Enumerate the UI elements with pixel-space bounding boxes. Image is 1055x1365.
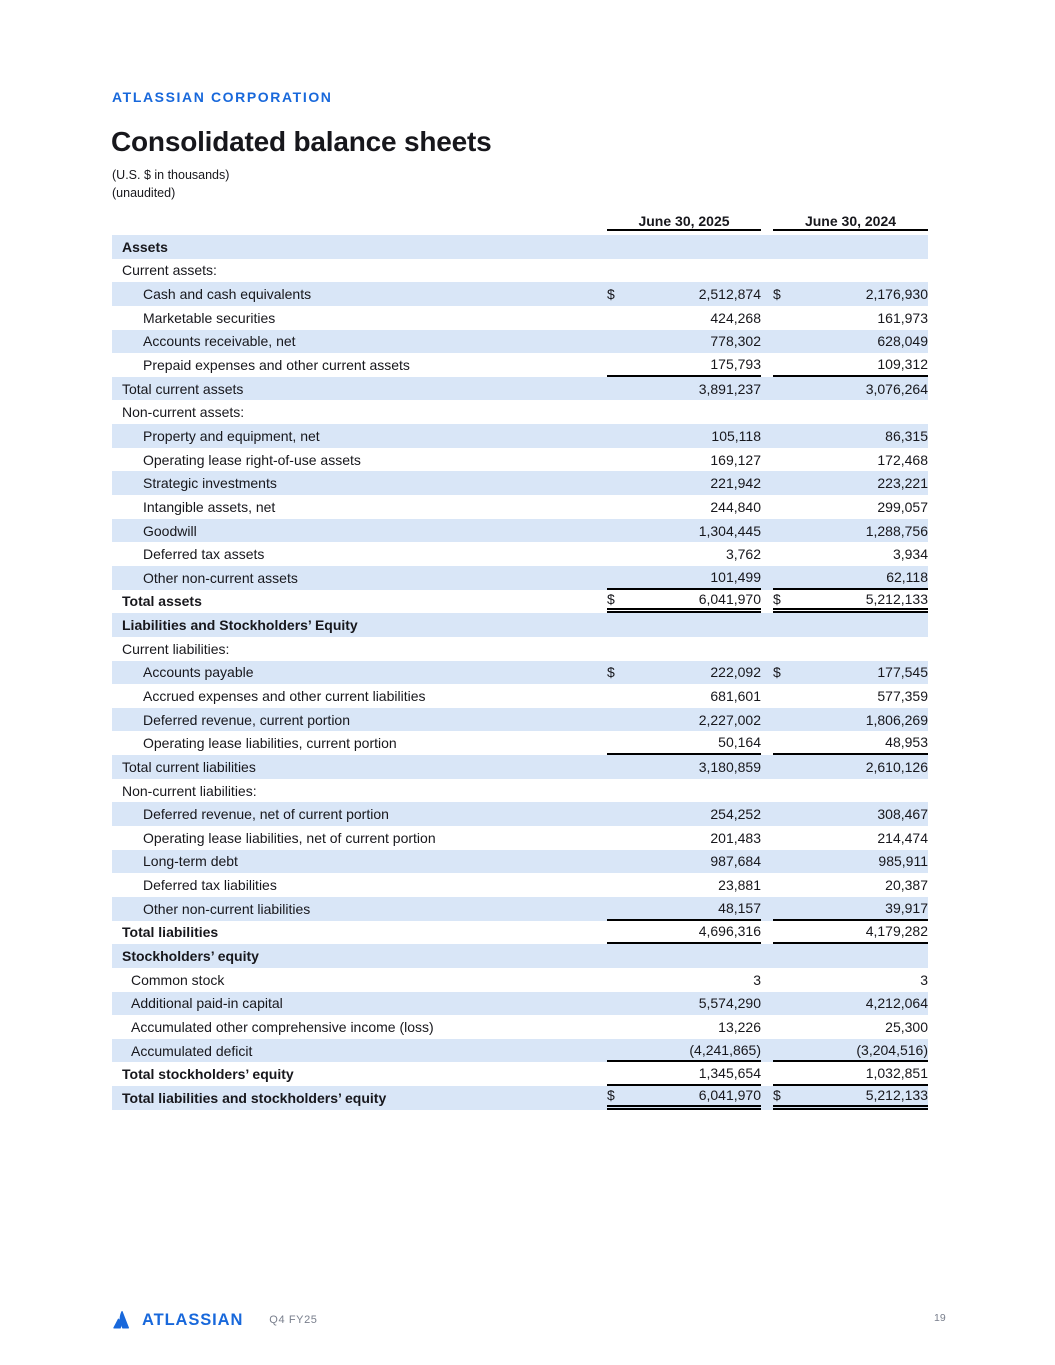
row-label: Cash and cash equivalents [112,282,607,306]
page-footer [112,1306,318,1334]
currency-symbol-2025 [607,566,633,590]
table-row [112,448,928,472]
value-2025 [633,944,761,968]
column-gap [761,944,773,968]
row-label: Stockholders’ equity [112,944,607,968]
value-2024: 161,973 [877,309,928,326]
value-2024 [799,637,928,661]
column-gap [761,495,773,519]
value-2024 [799,779,928,803]
value-2025: 13,226 [718,1018,761,1035]
currency-symbol-2025 [607,542,633,566]
table-row [112,519,928,543]
table-row [112,779,928,803]
header-label-spacer [112,205,607,231]
value-2025: 987,684 [633,850,761,874]
currency-symbol-2025 [607,779,633,803]
currency-symbol-2024 [773,968,799,992]
value-2025: 23,881 [718,877,761,894]
column-gap [761,590,773,614]
currency-symbol-2024 [773,850,799,874]
row-label: Current assets: [122,262,217,279]
currency-symbol-2025 [607,424,633,448]
table-row [112,471,928,495]
table-row [112,495,928,519]
row-label: Accumulated other comprehensive income (loss) [131,1018,434,1035]
value-2024: 3 [920,971,928,988]
balance-sheet-body [112,235,928,1110]
row-label: Prepaid expenses and other current assets [143,357,410,374]
value-2025: 254,252 [633,802,761,826]
value-2024: 4,212,064 [799,992,928,1016]
value-2025: 778,302 [633,330,761,354]
row-label: Deferred revenue, current portion [112,708,607,732]
units-note: (U.S. $ in thousands) [112,168,230,182]
table-row [112,330,928,354]
currency-symbol-2024 [773,613,799,637]
currency-symbol-2025 [607,944,633,968]
column-gap [761,330,773,354]
currency-symbol-2025 [607,708,633,732]
currency-symbol-2025 [607,259,633,283]
row-label: Total stockholders’ equity [122,1066,294,1083]
column-gap [761,992,773,1016]
row-label: Long-term debt [112,850,607,874]
value-2025: 4,696,316 [633,921,761,945]
currency-symbol-2024: $ [773,1086,799,1110]
row-label: Goodwill [112,519,607,543]
column-header-2025: June 30, 2025 [607,205,761,231]
table-row [112,400,928,424]
column-gap [761,542,773,566]
column-gap [761,566,773,590]
currency-symbol-2024 [773,353,799,377]
value-2025: 50,164 [633,731,761,755]
currency-symbol-2024 [773,755,799,779]
value-2025 [633,235,761,259]
value-2025: 1,345,654 [633,1062,761,1086]
value-2024 [799,259,928,283]
column-gap [761,613,773,637]
value-2025: 2,512,874 [633,282,761,306]
column-gap [761,755,773,779]
currency-symbol-2024 [773,637,799,661]
value-2024: 1,288,756 [799,519,928,543]
column-gap [761,235,773,259]
table-row [112,1015,928,1039]
column-gap [761,731,773,755]
column-header-2024: June 30, 2024 [773,205,928,231]
column-gap [761,259,773,283]
currency-symbol-2025 [607,684,633,708]
currency-symbol-2025 [607,755,633,779]
unaudited-note: (unaudited) [112,186,176,200]
column-gap [761,826,773,850]
table-row [112,850,928,874]
currency-symbol-2024 [773,471,799,495]
currency-symbol-2025 [607,377,633,401]
value-2025: 5,574,290 [633,992,761,1016]
currency-symbol-2024 [773,708,799,732]
currency-symbol-2024 [773,992,799,1016]
value-2025: 201,483 [710,829,761,846]
value-2024: 39,917 [799,897,928,921]
value-2025: 6,041,970 [633,590,761,614]
table-row [112,968,928,992]
currency-symbol-2025 [607,495,633,519]
column-gap [761,968,773,992]
value-2025: 424,268 [710,309,761,326]
table-row [112,992,928,1016]
column-gap [761,282,773,306]
currency-symbol-2025 [607,850,633,874]
currency-symbol-2025 [607,921,633,945]
row-label: Intangible assets, net [143,498,276,515]
currency-symbol-2025 [607,353,633,377]
value-2024: 5,212,133 [799,1086,928,1110]
table-row [112,259,928,283]
value-2025: 6,041,970 [633,1086,761,1110]
currency-symbol-2025 [607,306,633,330]
column-gap [761,637,773,661]
value-2024: 1,806,269 [799,708,928,732]
currency-symbol-2024 [773,944,799,968]
value-2025: 221,942 [633,471,761,495]
row-label: Strategic investments [112,471,607,495]
column-gap [761,306,773,330]
value-2025: 681,601 [710,687,761,704]
row-label: Operating lease liabilities, net of current portion [143,829,436,846]
column-gap [761,205,773,231]
currency-symbol-2025: $ [607,282,633,306]
column-gap [761,897,773,921]
column-gap [761,779,773,803]
value-2025 [633,637,761,661]
currency-symbol-2024 [773,330,799,354]
value-2025 [633,400,761,424]
value-2025: 48,157 [633,897,761,921]
table-row [112,921,928,945]
table-row [112,542,928,566]
column-gap [761,1039,773,1063]
currency-symbol-2024: $ [773,282,799,306]
value-2025: 3 [753,971,761,988]
currency-symbol-2024 [773,921,799,945]
column-gap [761,1015,773,1039]
column-gap [761,377,773,401]
column-gap [761,424,773,448]
currency-symbol-2025 [607,897,633,921]
currency-symbol-2024 [773,684,799,708]
column-header-row [112,205,928,231]
value-2024: 299,057 [877,498,928,515]
currency-symbol-2025 [607,400,633,424]
currency-symbol-2024 [773,897,799,921]
value-2025 [633,259,761,283]
row-label: Operating lease liabilities, current portion [143,735,397,752]
row-label: Total current assets [112,377,607,401]
value-2024: 25,300 [885,1018,928,1035]
currency-symbol-2025: $ [607,590,633,614]
currency-symbol-2024 [773,235,799,259]
currency-symbol-2025: $ [607,1086,633,1110]
table-row [112,613,928,637]
table-row [112,306,928,330]
column-gap [761,519,773,543]
table-row [112,897,928,921]
value-2024: 4,179,282 [799,921,928,945]
column-gap [761,921,773,945]
table-row [112,755,928,779]
table-row [112,1062,928,1086]
value-2025: 244,840 [710,498,761,515]
currency-symbol-2024 [773,802,799,826]
row-label: Marketable securities [143,309,276,326]
currency-symbol-2024 [773,495,799,519]
page-number: 19 [934,1312,946,1324]
value-2024: 172,468 [877,451,928,468]
table-row [112,661,928,685]
value-2024: 985,911 [799,850,928,874]
value-2025: 2,227,002 [633,708,761,732]
row-label: Total current liabilities [112,755,607,779]
value-2024: 5,212,133 [799,590,928,614]
table-row [112,873,928,897]
value-2024: 308,467 [799,802,928,826]
value-2024: 2,176,930 [799,282,928,306]
currency-symbol-2025 [607,826,633,850]
table-row [112,1039,928,1063]
row-label: Common stock [131,971,225,988]
value-2024: (3,204,516) [799,1039,928,1063]
currency-symbol-2025 [607,1062,633,1086]
currency-symbol-2025 [607,968,633,992]
page-title: Consolidated balance sheets [111,126,492,157]
currency-symbol-2025 [607,448,633,472]
column-gap [761,873,773,897]
column-gap [761,353,773,377]
table-row [112,1086,928,1110]
value-2024: 86,315 [799,424,928,448]
currency-symbol-2024 [773,542,799,566]
currency-symbol-2025 [607,519,633,543]
currency-symbol-2025 [607,1039,633,1063]
column-gap [761,400,773,424]
balance-sheet-table [112,205,928,1110]
value-2024: 3,076,264 [799,377,928,401]
currency-symbol-2024 [773,1039,799,1063]
value-2025: 169,127 [710,451,761,468]
currency-symbol-2024 [773,377,799,401]
value-2025: (4,241,865) [633,1039,761,1063]
value-2025 [633,779,761,803]
row-label: Other non-current liabilities [112,897,607,921]
row-label: Accumulated deficit [112,1039,607,1063]
row-label: Deferred revenue, net of current portion [112,802,607,826]
currency-symbol-2024 [773,400,799,424]
table-row [112,353,928,377]
value-2024: 109,312 [799,353,928,377]
currency-symbol-2024 [773,1015,799,1039]
currency-symbol-2025 [607,873,633,897]
value-2025: 101,499 [633,566,761,590]
value-2024: 20,387 [885,877,928,894]
currency-symbol-2024 [773,424,799,448]
column-gap [761,471,773,495]
currency-symbol-2024 [773,566,799,590]
value-2024: 223,221 [799,471,928,495]
currency-symbol-2024: $ [773,590,799,614]
table-row [112,235,928,259]
column-gap [761,850,773,874]
table-row [112,377,928,401]
currency-symbol-2024 [773,306,799,330]
currency-symbol-2024 [773,448,799,472]
row-label: Operating lease right-of-use assets [143,451,361,468]
value-2024 [799,944,928,968]
row-label: Other non-current assets [112,566,607,590]
currency-symbol-2025: $ [607,661,633,685]
column-gap [761,448,773,472]
value-2025: 105,118 [633,424,761,448]
table-row [112,282,928,306]
value-2025: 175,793 [633,353,761,377]
table-row [112,826,928,850]
currency-symbol-2024 [773,519,799,543]
currency-symbol-2025 [607,613,633,637]
currency-symbol-2024 [773,1062,799,1086]
currency-symbol-2025 [607,992,633,1016]
value-2024 [799,613,928,637]
value-2024: 214,474 [877,829,928,846]
row-label: Accrued expenses and other current liabilities [143,687,426,704]
value-2024: 48,953 [799,731,928,755]
row-label: Liabilities and Stockholders’ Equity [112,613,607,637]
currency-symbol-2024 [773,259,799,283]
value-2024: 3,934 [892,546,928,563]
table-row [112,802,928,826]
row-label: Deferred tax liabilities [143,877,277,894]
table-row [112,566,928,590]
row-label: Assets [112,235,607,259]
currency-symbol-2024 [773,731,799,755]
value-2024 [799,235,928,259]
currency-symbol-2025 [607,235,633,259]
column-gap [761,708,773,732]
column-gap [761,802,773,826]
footer-period: Q4 FY25 [269,1314,318,1326]
row-label: Total liabilities and stockholders’ equity [112,1086,607,1110]
row-label: Accounts receivable, net [112,330,607,354]
row-label: Accounts payable [112,661,607,685]
value-2024: 1,032,851 [799,1062,928,1086]
column-gap [761,684,773,708]
currency-symbol-2025 [607,731,633,755]
table-row [112,590,928,614]
row-label: Non-current liabilities: [122,782,257,799]
value-2024 [799,400,928,424]
company-heading: ATLASSIAN CORPORATION [112,89,333,105]
atlassian-logo-icon [112,1309,134,1331]
currency-symbol-2025 [607,471,633,495]
row-label: Additional paid-in capital [112,992,607,1016]
table-row [112,424,928,448]
value-2024: 62,118 [799,566,928,590]
table-row [112,731,928,755]
value-2025: 3,891,237 [633,377,761,401]
column-gap [761,1062,773,1086]
currency-symbol-2024 [773,873,799,897]
value-2024: 628,049 [799,330,928,354]
currency-symbol-2024 [773,779,799,803]
value-2024: 577,359 [877,687,928,704]
value-2025: 1,304,445 [633,519,761,543]
row-label: Total assets [122,593,202,610]
table-row [112,684,928,708]
currency-symbol-2025 [607,637,633,661]
row-label: Current liabilities: [122,640,230,657]
row-label: Property and equipment, net [112,424,607,448]
row-label: Deferred tax assets [143,546,265,563]
row-label: Total liabilities [122,924,219,941]
column-gap [761,1086,773,1110]
column-gap [761,661,773,685]
value-2024: 2,610,126 [799,755,928,779]
currency-symbol-2025 [607,802,633,826]
currency-symbol-2025 [607,330,633,354]
row-label: Non-current assets: [122,404,245,421]
footer-brand: ATLASSIAN [142,1310,244,1329]
value-2025: 3,762 [725,546,761,563]
table-row [112,708,928,732]
value-2025 [633,613,761,637]
value-2025: 222,092 [633,661,761,685]
value-2024: 177,545 [799,661,928,685]
value-2025: 3,180,859 [633,755,761,779]
currency-symbol-2025 [607,1015,633,1039]
currency-symbol-2024 [773,826,799,850]
table-row [112,944,928,968]
table-row [112,637,928,661]
currency-symbol-2024: $ [773,661,799,685]
